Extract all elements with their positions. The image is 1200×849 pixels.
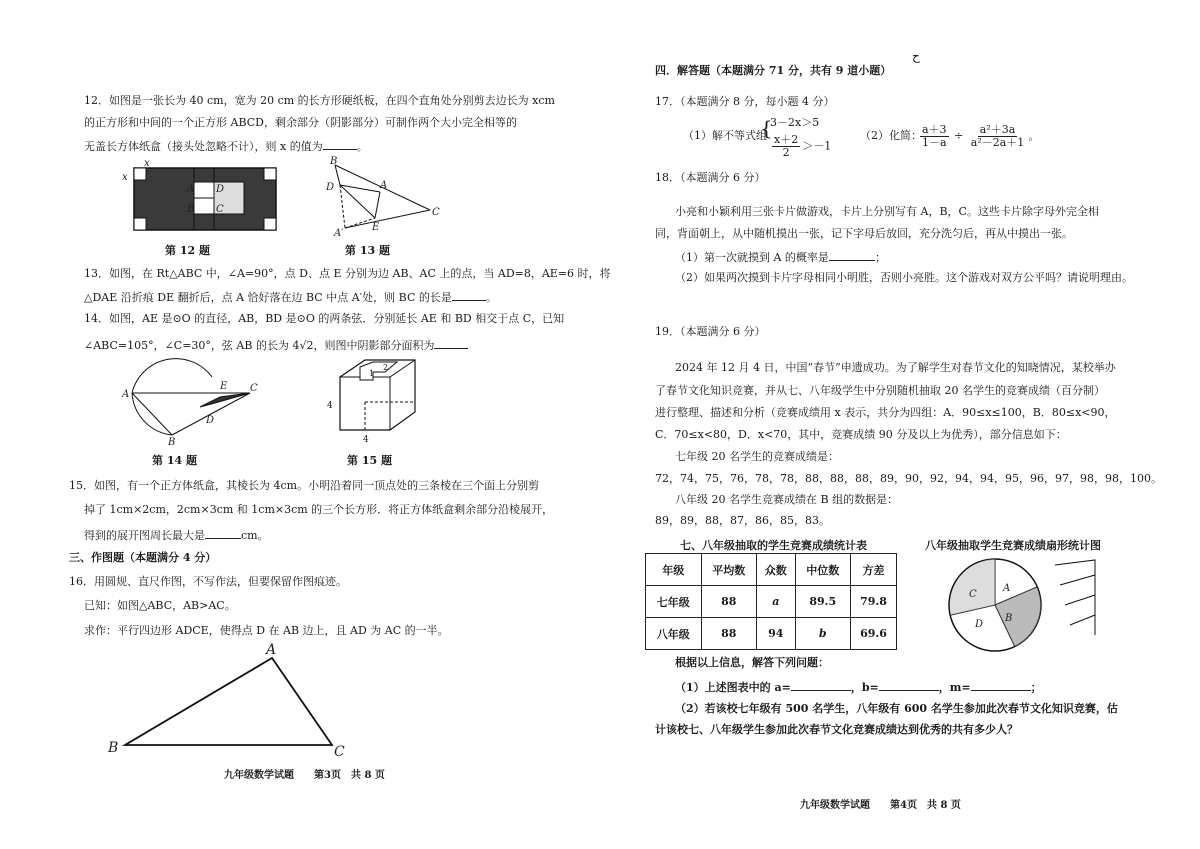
pie-chart — [945, 555, 1105, 655]
q19-grade8-scores: 89，89，88，87，86，85，83。 — [655, 514, 830, 527]
table-header-cell: 平均数 — [701, 554, 757, 586]
q17-part2-label: （2）化简： — [860, 129, 922, 142]
q16-task: 求作：平行四边形 ADCE，使得点 D 在 AB 边上，且 AD 为 AC 的一半。 — [84, 624, 449, 637]
right-page-footer: 九年级数学试题 第4页 共 8 页 — [800, 800, 961, 811]
fig13-label-a-prime: A′ — [334, 228, 344, 239]
fig14-label-c: C — [250, 383, 258, 394]
q15-line3: 得到的展开图周长最大是 cm。 — [84, 529, 269, 542]
q12-line3: 无盖长方体纸盒（接头处忽略不计），则 x 的值为 。 — [84, 140, 368, 153]
figure-12 — [120, 160, 280, 240]
left-page-footer: 九年级数学试题 第3页 共 8 页 — [224, 770, 385, 781]
q16-given: 已知：如图△ABC，AB>AC。 — [84, 599, 236, 612]
table-row — [646, 618, 897, 650]
table-cell: 八年级 — [646, 618, 702, 650]
table-header-cell: 方差 — [851, 554, 897, 586]
q17-brace: { — [760, 116, 773, 140]
table-cell: 七年级 — [646, 586, 702, 618]
table-cell: a — [757, 586, 796, 618]
table-header-cell: 中位数 — [795, 554, 851, 586]
q19-line1: 2024 年 12 月 4 日，中国“春节”申遗成功。为了解学生对春节文化的知晓情况，某校举办 — [675, 361, 1116, 374]
stats-table-title: 七、八年级抽取的学生竞赛成绩统计表 — [680, 539, 867, 552]
fig13-label-a-top: A — [380, 180, 388, 191]
q12-line2: 的正方形和中间的一个正方形 ABCD，剩余部分（阴影部分）可制作两个大小完全相等的 — [84, 116, 517, 129]
table-header-cell: 年级 — [646, 554, 702, 586]
right-page — [600, 0, 1200, 849]
fig15-bottom-length: 4 — [363, 435, 369, 445]
table-cell: 79.8 — [851, 586, 897, 618]
q18-line1: 小亮和小颖利用三张卡片做游戏，卡片上分别写有 A，B，C。这些卡片除字母外完全相 — [675, 205, 1099, 218]
table-cell: 89.5 — [795, 586, 851, 618]
figure-13 — [320, 156, 450, 240]
q13-line2: △DAE 沿折痕 DE 翻折后，点 A 恰好落在边 BC 中点 A′处，则 BC 的长是 。 — [84, 291, 497, 304]
q19-sub2-line1: （2）若该校七年级有 500 名学生，八年级有 600 名学生参加此次春节文化知识竞赛，估 — [675, 702, 1118, 715]
q13-line1: 13．如图，在 Rt△ABC 中，∠A=90°，点 D、点 E 分别为边 AB、AC 上的点，当 AD=8，AE=6 时，将 — [84, 267, 611, 280]
figure-16 — [100, 640, 360, 760]
section-3-heading: 三、作图题（本题满分 4 分） — [69, 551, 217, 564]
table-cell: 94 — [757, 618, 796, 650]
table-header-cell: 众数 — [757, 554, 796, 586]
corner-mark: ح — [912, 49, 920, 63]
q19-answer-intro: 根据以上信息，解答下列问题： — [675, 656, 829, 669]
pie-chart-title: 八年级抽取学生竞赛成绩扇形统计图 — [925, 539, 1101, 552]
fig16-label-a: A — [266, 642, 277, 658]
q17-header: 17．（本题满分 8 分，每小题 4 分） — [655, 95, 835, 108]
q12-caption: 第 12 题 — [165, 244, 210, 257]
fig12-label-d: D — [216, 184, 225, 195]
fig12-x-top: x — [144, 158, 150, 169]
q14-line2: ∠ABC=105°，∠C=30°，弦 AB 的长为 4√2，则图中阴影部分面积为 — [84, 338, 468, 353]
table-cell: 88 — [701, 586, 757, 618]
q19-grade7-scores: 72，74，75，76，78，78，88，88，88，89，90，92，94，94，95，96，97，98，98，100。 — [655, 472, 1162, 485]
q18-sub1: （1）第一次就摸到 A 的概率是 ； — [675, 251, 886, 264]
fig13-label-b: B — [330, 156, 338, 167]
q18-sub2: （2）如果两次摸到卡片字母相同小明胜，否则小亮胜。这个游戏对双方公平吗？请说明理由。 — [675, 271, 1133, 284]
q19-grade8-title: 八年级 20 名学生竞赛成绩在 B 组的数据是： — [675, 493, 899, 506]
table-cell: b — [795, 618, 851, 650]
fig15-inner-one: 1 — [369, 369, 375, 378]
fig12-label-b: B — [187, 204, 195, 215]
q14-line1: 14．如图，AE 是⊙O 的直径，AB，BD 是⊙O 的两条弦．分别延长 AE 和 BD 相交于点 C，已知 — [84, 312, 565, 325]
q18-line2: 同，背面朝上，从中随机摸出一张，记下字母后放回，充分洗匀后，再从中摸出一张。 — [655, 227, 1073, 240]
pie-label-d: D — [975, 619, 984, 630]
fig13-label-c: C — [432, 207, 440, 218]
fig12-x-left: x — [122, 172, 128, 183]
fig15-inner-two: 2 — [383, 363, 389, 372]
q19-sub1: （1）上述图表中的 a= ，b= ，m= ； — [675, 681, 1042, 694]
stats-table — [645, 553, 897, 650]
figure-14 — [120, 355, 260, 448]
table-cell: 88 — [701, 618, 757, 650]
q19-line3: 进行整理、描述和分析（竞赛成绩用 x 表示，共分为四组：A．90≤x≤100，B．80≤x<90， — [655, 406, 1116, 419]
fig13-label-e: E — [372, 222, 380, 233]
pie-label-c: C — [969, 589, 977, 600]
table-cell: 69.6 — [851, 618, 897, 650]
fig14-label-a: A — [122, 389, 130, 400]
fig14-label-b: B — [168, 437, 176, 448]
section-4-heading: 四．解答题（本题满分 71 分，共有 9 道小题） — [655, 64, 892, 77]
q15-line2: 掉了 1cm×2cm，2cm×3cm 和 1cm×3cm 的三个长方形．将正方体纸盒剩余部分沿棱展开， — [84, 503, 554, 516]
q17-expression: $\frac{a+3}{1-a}$ ÷ $\frac{\text{a²＋3a}}{\text{a²－2a＋1}}$ 。 — [922, 123, 1040, 150]
table-row — [646, 586, 897, 618]
q17-part1-label: （1）解不等式组 — [683, 129, 767, 142]
q19-line4: C．70≤x<80，D．x<70，其中，竞赛成绩 90 分及以上为优秀），部分信息如下： — [655, 428, 1067, 441]
fig15-side-length: 4 — [327, 401, 333, 411]
q15-line1: 15．如图，有一个正方体纸盒，其棱长为 4cm。小明沿着同一顶点处的三条棱在三个面上分别剪 — [69, 479, 540, 492]
figure-15 — [325, 352, 425, 445]
q19-line2: 了春节文化知识竞赛，并从七、八年级学生中分别随机抽取 20 名学生的竞赛成绩（百分制） — [655, 384, 1105, 397]
fig14-label-e: E — [220, 381, 228, 392]
q19-grade7-title: 七年级 20 名学生的竞赛成绩是： — [675, 450, 839, 463]
pie-label-a: A — [1003, 583, 1011, 594]
fig14-label-d: D — [206, 415, 215, 426]
fig12-label-a: A — [187, 184, 195, 195]
q14-caption: 第 14 题 — [152, 454, 197, 467]
fig13-label-d: D — [326, 182, 335, 193]
q15-caption: 第 15 题 — [347, 454, 392, 467]
q18-header: 18．（本题满分 6 分） — [655, 171, 766, 184]
pie-label-b: B — [1005, 613, 1013, 624]
q19-header: 19．（本题满分 6 分） — [655, 325, 766, 338]
q17-inequality-2: $\frac{x+2}{2}$ ＞－1 — [774, 133, 832, 160]
q16-line1: 16．用圆规、直尺作图，不写作法，但要保留作图痕迹。 — [69, 575, 347, 588]
q19-sub2-line2: 计该校七、八年级学生参加此次春节文化竞赛成绩达到优秀的共有多少人？ — [655, 723, 1018, 736]
q13-caption: 第 13 题 — [345, 244, 390, 257]
fig12-label-c: C — [216, 204, 224, 215]
q17-inequality-1: 3－2x＞5 — [770, 116, 820, 129]
fig16-label-b: B — [108, 740, 119, 756]
q12-line1: 12．如图是一张长为 40 cm，宽为 20 cm 的长方形硬纸板，在四个直角处分别剪去边长为 xcm — [84, 94, 555, 107]
table-header-row — [646, 554, 897, 586]
fig16-label-c: C — [334, 744, 345, 760]
